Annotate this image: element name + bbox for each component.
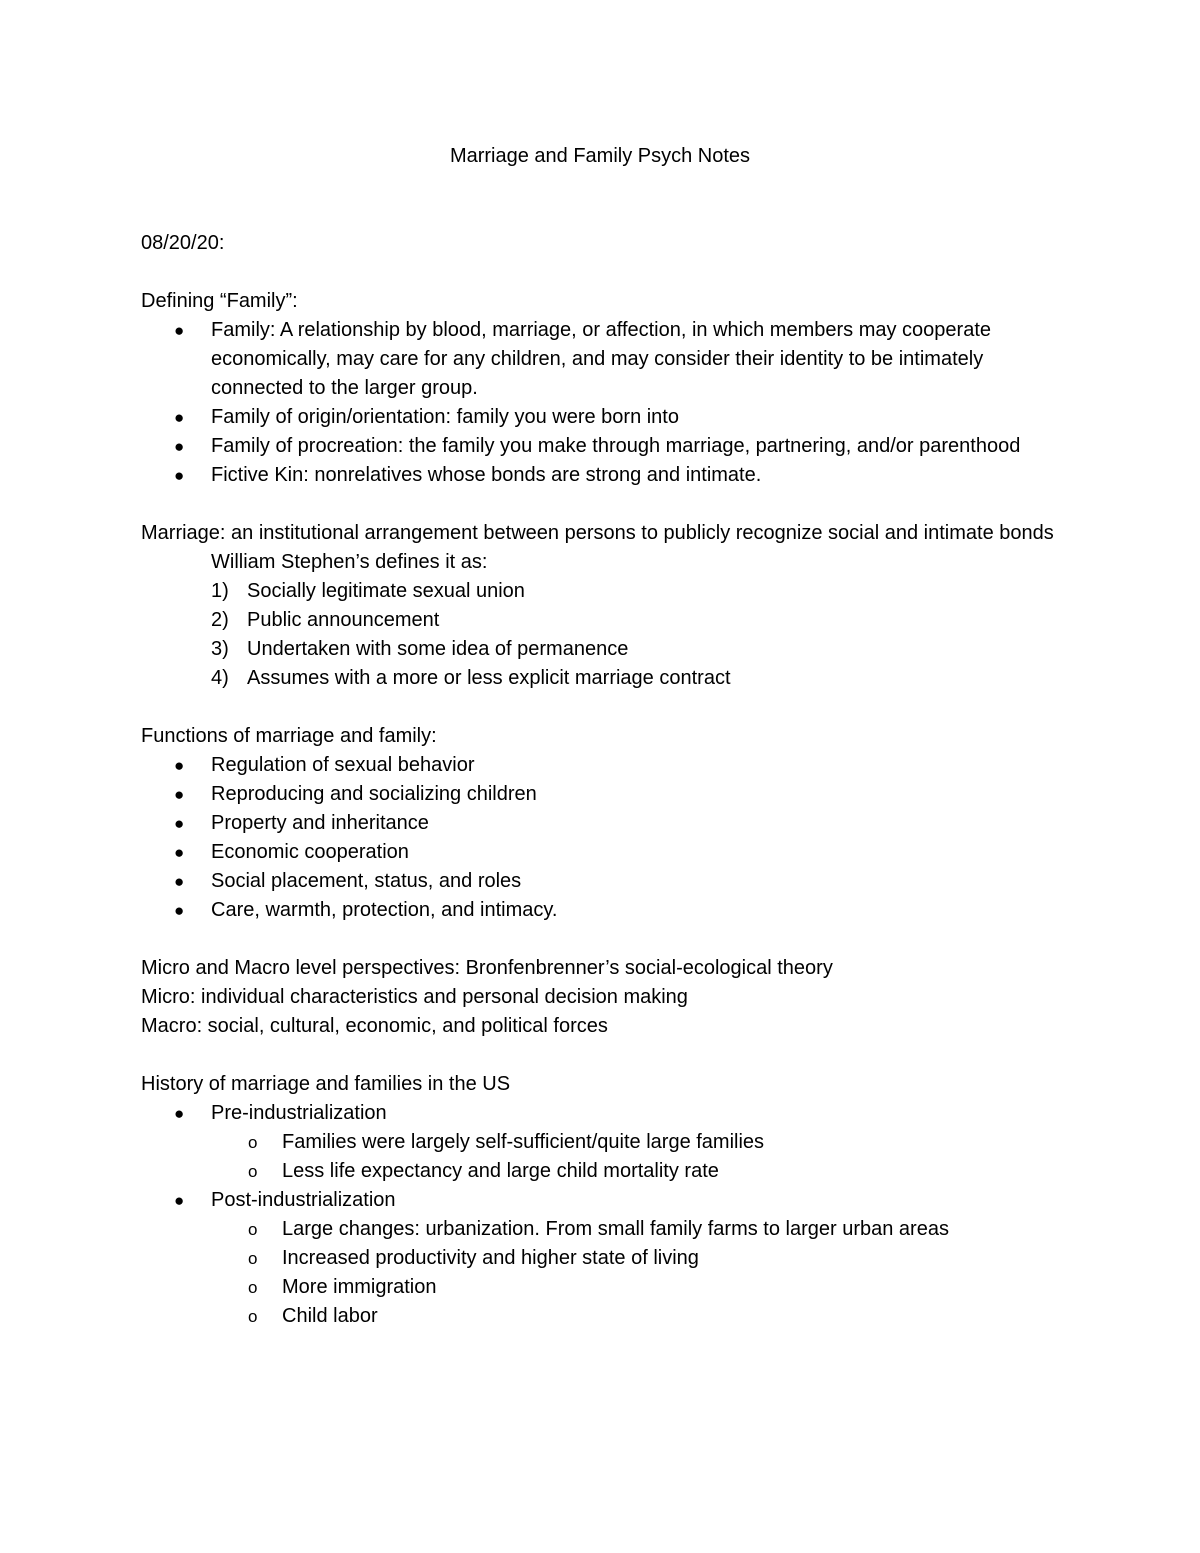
list-item — [141, 635, 1071, 664]
micro-line: Micro: individual characteristics and personal decision making — [141, 986, 688, 1008]
list-item-text: Family of procreation: the family you make through marriage, partnering, and/or parenthood — [211, 435, 1021, 457]
list-item — [141, 1099, 1071, 1128]
list-item-text: More immigration — [282, 1276, 437, 1298]
bullet-icon: ● — [174, 466, 185, 485]
circle-bullet-icon: o — [248, 1220, 258, 1239]
list-item-text: Family of origin/orientation: family you were born into — [211, 406, 679, 428]
document-title: Marriage and Family Psych Notes — [449, 145, 751, 167]
list-item — [141, 664, 1071, 693]
list-item — [141, 316, 1071, 403]
functions-heading: Functions of marriage and family: — [141, 725, 437, 747]
list-item-text: Undertaken with some idea of permanence — [247, 638, 629, 660]
list-item-text: Pre-industrialization — [211, 1102, 387, 1124]
list-item-text: Property and inheritance — [211, 812, 429, 834]
bullet-icon: ● — [174, 1104, 185, 1123]
bullet-icon: ● — [174, 1191, 185, 1210]
list-item — [141, 867, 1071, 896]
stephens-criteria-list — [141, 577, 1071, 693]
bullet-icon: ● — [174, 872, 185, 891]
list-number: 3) — [211, 638, 229, 660]
list-item-text: Child labor — [282, 1305, 378, 1327]
list-item-text: Care, warmth, protection, and intimacy. — [211, 899, 558, 921]
list-item-text: Increased productivity and higher state of living — [282, 1247, 699, 1269]
list-item — [141, 432, 1071, 461]
list-item-text: Public announcement — [247, 609, 440, 631]
list-item — [141, 838, 1071, 867]
marriage-definition: Marriage: an institutional arrangement between persons to publicly recognize social and intimate bonds — [141, 522, 1054, 544]
list-item-text: Less life expectancy and large child mortality rate — [282, 1160, 719, 1182]
list-item-text: Socially legitimate sexual union — [247, 580, 525, 602]
post-industrialization-sublist — [141, 1215, 1071, 1331]
document-content — [141, 142, 1071, 1331]
history-list — [141, 1099, 1071, 1128]
macro-line: Macro: social, cultural, economic, and political forces — [141, 1015, 608, 1037]
pre-industrialization-sublist — [141, 1128, 1071, 1186]
list-number: 4) — [211, 667, 229, 689]
list-number: 2) — [211, 609, 229, 631]
circle-bullet-icon: o — [248, 1278, 258, 1297]
bullet-icon: ● — [174, 785, 185, 804]
circle-bullet-icon: o — [248, 1307, 258, 1326]
list-item-text: Fictive Kin: nonrelatives whose bonds are strong and intimate. — [211, 464, 762, 486]
stephens-intro: William Stephen’s defines it as: — [211, 551, 488, 573]
list-item — [141, 1157, 1071, 1186]
functions-list — [141, 751, 1071, 925]
bullet-icon: ● — [174, 321, 185, 340]
circle-bullet-icon: o — [248, 1249, 258, 1268]
list-item-text: Economic cooperation — [211, 841, 409, 863]
circle-bullet-icon: o — [248, 1162, 258, 1181]
list-item-text: Post-industrialization — [211, 1189, 396, 1211]
list-item — [141, 1302, 1071, 1331]
list-item — [141, 1273, 1071, 1302]
bullet-icon: ● — [174, 437, 185, 456]
list-item — [141, 1215, 1071, 1244]
bullet-icon: ● — [174, 843, 185, 862]
bullet-icon: ● — [174, 814, 185, 833]
defining-family-heading: Defining “Family”: — [141, 290, 298, 312]
list-item-text: Family: A relationship by blood, marriage, or affection, in which members may cooperate economically, may care for any children, and may consider their identity to be intimately connected to the larger group. — [211, 319, 991, 399]
history-heading: History of marriage and families in the US — [141, 1073, 511, 1095]
history-list-continued — [141, 1186, 1071, 1215]
note-date: 08/20/20: — [141, 232, 225, 254]
list-item-text: Reproducing and socializing children — [211, 783, 537, 805]
bullet-icon: ● — [174, 408, 185, 427]
list-item — [141, 403, 1071, 432]
bullet-icon: ● — [174, 901, 185, 920]
list-item-text: Assumes with a more or less explicit marriage contract — [247, 667, 731, 689]
list-item — [141, 1128, 1071, 1157]
list-item — [141, 1244, 1071, 1273]
bullet-icon: ● — [174, 756, 185, 775]
list-item-text: Large changes: urbanization. From small family farms to larger urban areas — [282, 1218, 949, 1240]
defining-family-list — [141, 316, 1071, 490]
list-item — [141, 896, 1071, 925]
list-item — [141, 780, 1071, 809]
circle-bullet-icon: o — [248, 1133, 258, 1152]
list-item — [141, 606, 1071, 635]
list-number: 1) — [211, 580, 229, 602]
list-item — [141, 809, 1071, 838]
list-item-text: Regulation of sexual behavior — [211, 754, 475, 776]
list-item — [141, 751, 1071, 780]
perspectives-line: Micro and Macro level perspectives: Bronfenbrenner’s social-ecological theory — [141, 957, 833, 979]
list-item-text: Social placement, status, and roles — [211, 870, 522, 892]
list-item — [141, 461, 1071, 490]
list-item — [141, 577, 1071, 606]
list-item — [141, 1186, 1071, 1215]
list-item-text: Families were largely self-sufficient/quite large families — [282, 1131, 765, 1153]
